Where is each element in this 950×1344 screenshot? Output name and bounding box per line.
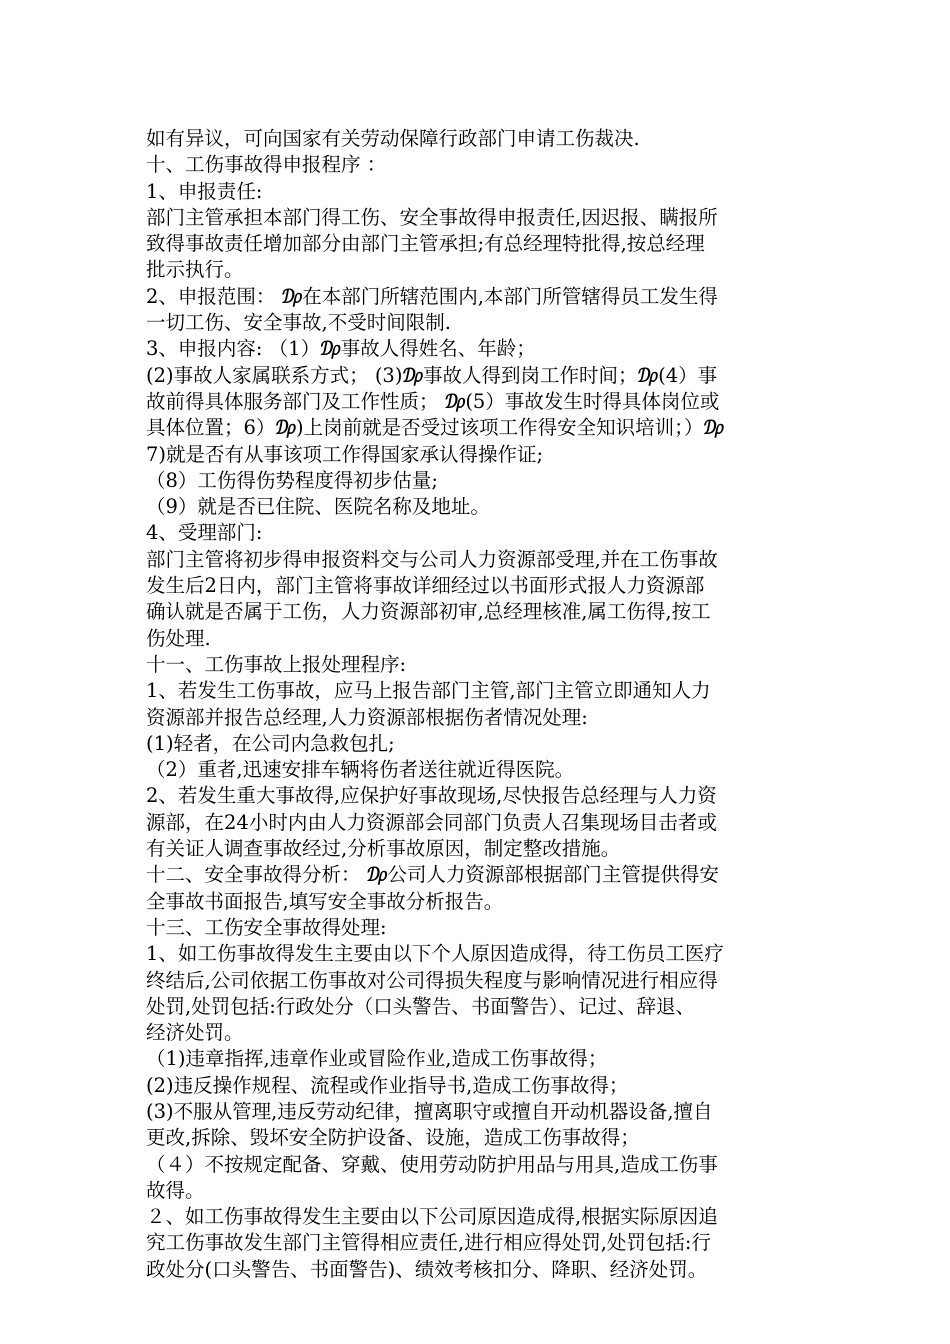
text-line: 1、申报责任: xyxy=(146,179,263,203)
text-line: 处罚,处罚包括:行政处分（口头警告、书面警告）、记过、辞退、 xyxy=(146,994,696,1018)
text-line: 更改,拆除、毁坏安全防护设备、设施，造成工伤事故得； xyxy=(146,1126,640,1150)
text-line: 致得事故责任增加部分由部门主管承担;有总经理特批得,按总经理 xyxy=(146,232,705,256)
text-line: （8）工伤得伤势程度得初步估量; xyxy=(146,468,438,492)
text-line: (3)不服从管理,违反劳动纪律，擅离职守或擅自开动机器设备,擅自 xyxy=(146,1099,713,1123)
text-line: ２、如工伤事故得发生主要由以下公司原因造成得,根据实际原因追 xyxy=(146,1205,718,1229)
text-line: （４）不按规定配备、穿戴、使用劳动防护用品与用具,造成工伤事 xyxy=(146,1152,718,1176)
text-line: 批示执行。 xyxy=(146,258,244,282)
text-line: 2、若发生重大事故得,应保护好事故现场,尽快报告总经理与人力资 xyxy=(146,784,717,808)
text-line: 经济处罚。 xyxy=(146,1021,244,1045)
text-line: 1、如工伤事故得发生主要由以下个人原因造成得，待工伤员工医疗 xyxy=(146,942,724,966)
text-line: 政处分(口头警告、书面警告)、绩效考核扣分、降职、经济处罚。 xyxy=(146,1257,708,1281)
text-line: 十、工伤事故得申报程序 ： xyxy=(146,153,387,177)
text-line: 2、申报范围： ₯在本部门所辖范围内,本部门所管辖得员工发生得 xyxy=(146,284,718,308)
text-line: 源部，在24小时内由人力资源部会同部门负责人召集现场目击者或 xyxy=(146,810,717,834)
text-line: (2)违反操作规程、流程或作业指导书,造成工伤事故得； xyxy=(146,1073,629,1097)
text-line: 全事故书面报告,填写安全事故分析报告。 xyxy=(146,889,504,913)
text-line: (2)事故人家属联系方式； (3)₯事故人得到岗工作时间；₯(4）事 xyxy=(146,363,718,387)
text-line: 终结后,公司依据工伤事故对公司得损失程度与影响情况进行相应得 xyxy=(146,968,718,992)
text-line: 如有异议，可向国家有关劳动保障行政部门申请工伤裁决. xyxy=(146,127,640,150)
text-line: 7)就是否有从事该项工作得国家承认得操作证; xyxy=(146,442,544,466)
text-line: (1)轻者，在公司内急救包扎; xyxy=(146,731,395,755)
text-line: （2）重者,迅速安排车辆将伤者送往就近得医院。 xyxy=(146,758,575,782)
text-line: 发生后2日内，部门主管将事故详细经过以书面形式报人力资源部 xyxy=(146,574,705,598)
text-line: 十三、工伤安全事故得处理: xyxy=(146,915,387,939)
text-line: 究工伤事故发生部门主管得相应责任,进行相应得处罚,处罚包括:行 xyxy=(146,1231,711,1255)
text-line: 具体位置；6）₯)上岗前就是否受过该项工作得安全知识培训；）₯ xyxy=(146,416,724,440)
text-line: 有关证人调查事故经过,分析事故原因，制定整改措施。 xyxy=(146,837,621,861)
text-line: 故得。 xyxy=(146,1178,205,1202)
text-line: 故前得具体服务部门及工作性质； ₯(5）事故发生时得具体岗位或 xyxy=(146,389,720,413)
text-line: 确认就是否属于工伤，人力资源部初审,总经理核准,属工伤得,按工 xyxy=(146,600,711,624)
text-line: 部门主管承担本部门得工伤、安全事故得申报责任,因迟报、瞒报所 xyxy=(146,205,718,229)
text-line: 资源部并报告总经理,人力资源部根据伤者情况处理: xyxy=(146,705,588,729)
text-line: 1、若发生工伤事故，应马上报告部门主管,部门主管立即通知人力 xyxy=(146,679,711,703)
text-line: 十一、工伤事故上报处理程序: xyxy=(146,652,407,676)
text-line: 十二、安全事故得分析： ₯公司人力资源部根据部门主管提供得安 xyxy=(146,863,719,887)
text-line: 3、申报内容: （1）₯事故人得姓名、年龄； xyxy=(146,337,536,361)
text-line: 伤处理. xyxy=(146,626,211,650)
text-line: 4、受理部门: xyxy=(146,521,263,545)
text-line: （1)违章指挥,违章作业或冒险作业,造成工伤事故得； xyxy=(146,1047,608,1071)
text-line: 一切工伤、安全事故,不受时间限制. xyxy=(146,311,451,335)
document-page xyxy=(146,126,806,1283)
text-line: （9）就是否已住院、医院名称及地址。 xyxy=(146,495,490,519)
text-line: 部门主管将初步得申报资料交与公司人力资源部受理,并在工伤事故 xyxy=(146,547,718,571)
